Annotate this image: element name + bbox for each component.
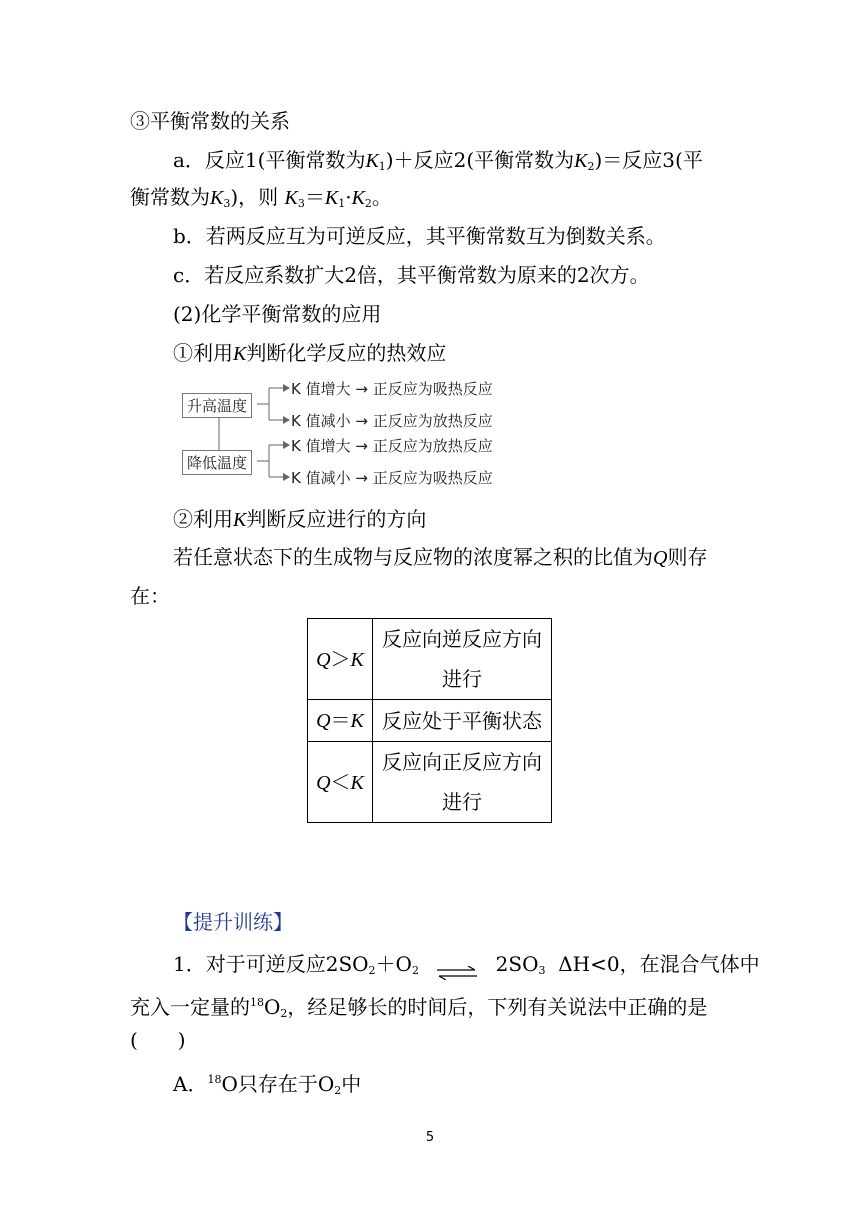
para-line-1: 若任意状态下的生成物与反应物的浓度幂之积的比值为Q则存 [173, 545, 708, 569]
heading-equilibrium-relation: ③平衡常数的关系 [130, 109, 290, 133]
diagram-result-1: K 值增大 → 正反应为吸热反应 [291, 380, 493, 398]
page-number: 5 [425, 1130, 435, 1145]
lower-temp-box: 降低温度 [182, 450, 252, 475]
option-a: A．$^{18}$O只存在于$O_2$中 [173, 1072, 362, 1097]
raise-temp-box: 升高温度 [182, 393, 252, 418]
table-cell-meaning: 反应向逆反应方向 进行 [373, 619, 552, 700]
line-c: c．若反应系数扩大2倍，其平衡常数为原来的2次方。 [173, 263, 650, 287]
section-application: (2)化学平衡常数的应用 [173, 302, 382, 326]
table-row [308, 742, 552, 823]
table-row [308, 619, 552, 700]
table-cell-relation: Q＞K [308, 619, 373, 700]
table-row [308, 700, 552, 742]
question-1-line-1: 1．对于可逆反应$2SO_2+O_2$ $2SO_3$ ΔH<0，在混合气体中 [173, 950, 760, 985]
temperature-diagram [180, 380, 520, 490]
question-1-answer-blank: ( ) [130, 1028, 186, 1052]
question-1-line-2: 充入一定量的$^{18}O_2$，经足够长的时间后，下列有关说法中正确的是 [130, 995, 708, 1020]
table-cell-meaning: 反应向正反应方向 进行 [373, 742, 552, 823]
q-k-table [307, 618, 552, 823]
line-a-cont: 衡常数为$K_3$)，则 $K_3=K_1\cdot K_2$。 [130, 185, 392, 210]
diagram-result-3: K 值增大 → 正反应为放热反应 [291, 437, 493, 455]
diagram-result-4: K 值减小 → 正反应为吸热反应 [291, 469, 493, 487]
table-cell-relation: Q＜K [308, 742, 373, 823]
diagram-result-2: K 值减小 → 正反应为放热反应 [291, 412, 493, 430]
table-cell-relation: Q＝K [308, 700, 373, 742]
item-heat-effect: ①利用K判断化学反应的热效应 [173, 341, 447, 365]
equilibrium-arrow-icon [435, 959, 479, 973]
training-heading: 【提升训练】 [173, 910, 293, 934]
line-a: a．反应1(平衡常数为$K_1)+$反应2(平衡常数为$K_2)=$反应3(平 [173, 148, 703, 173]
item-direction: ②利用K判断反应进行的方向 [173, 507, 427, 531]
para-line-2: 在： [130, 584, 170, 608]
table-cell-meaning: 反应处于平衡状态 [373, 700, 552, 742]
line-b: b．若两反应互为可逆反应，其平衡常数互为倒数关系。 [173, 224, 666, 248]
